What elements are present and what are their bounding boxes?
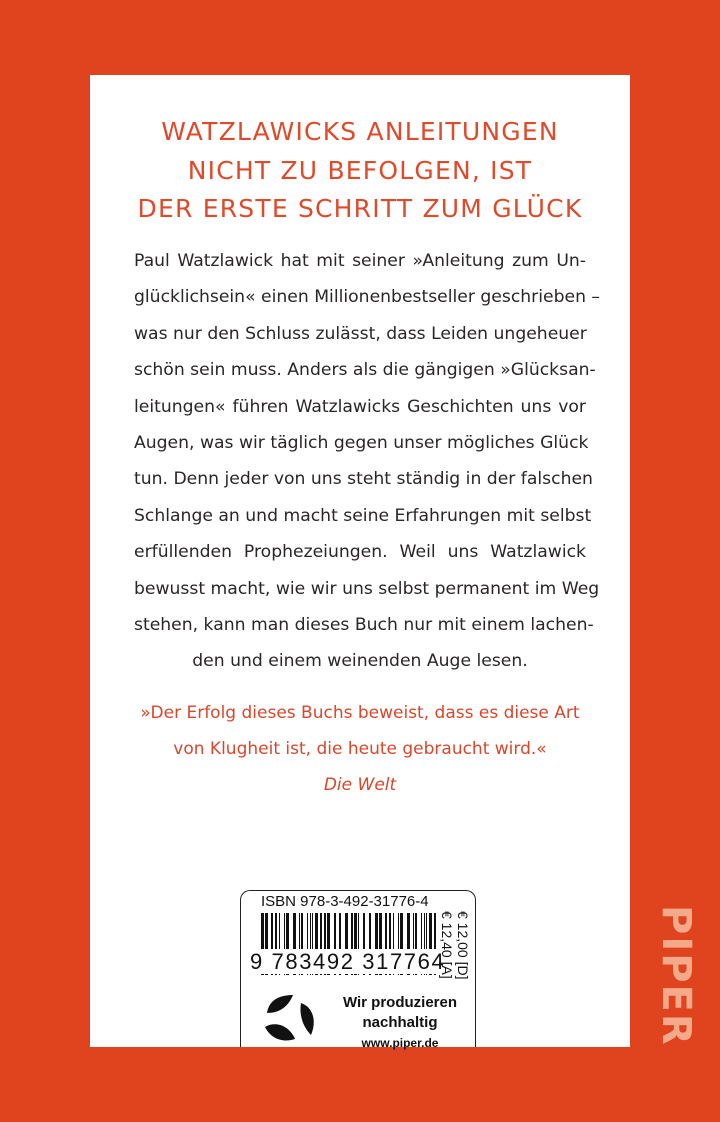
barcode-label [240,890,476,1050]
quote-line: »Der Erfolg dieses Buchs beweist, dass es diese Art [140,703,580,723]
price-block [441,911,473,983]
blurb [134,243,601,680]
blurb-line: den und einem weinenden Auge lesen. [192,651,528,672]
blurb-line: tun. Denn jeder von uns steht ständig in der falschen [134,469,593,490]
quote-source: Die Welt [323,775,397,795]
sustainability-note [325,993,475,1053]
barcode-digits-text: 9 783492 317764 [250,949,446,974]
blurb-line: stehen, kann man dieses Buch nur mit einem lachen- [134,614,594,635]
blurb-line: Augen, was wir täglich gegen unser mögliches Glück [134,432,589,453]
price-at: € 12,40 [A] [439,911,455,979]
eco-line: nachhaltig [362,1014,438,1031]
publisher-url: www.piper.de [361,1036,439,1050]
blurb-line: glücklichsein« einen Millionenbestseller geschrieben – [134,287,601,308]
headline-line: WATZLAWICKS ANLEITUNGEN [161,117,559,146]
headline-line: NICHT ZU BEFOLGEN, IST [187,155,533,185]
price-de: € 12,00 [D] [455,911,471,980]
leaf-recycle-icon [261,991,317,1045]
headline-line: DER ERSTE SCHRITT ZUM GLÜCK [137,194,583,223]
blurb-line: erfüllenden Prophezeiungen. Weil uns Watzlawick [134,542,586,563]
blurb-line: Paul Watzlawick hat mit seiner »Anleitung zum Un- [134,251,586,271]
blurb-line: bewusst macht, wie wir uns selbst permanent im Weg [134,578,600,599]
blurb-line: leitungen« führen Watzlawicks Geschichten uns vor [134,396,586,417]
quote-line: von Klugheit ist, die heute gebraucht wird.« [173,739,547,759]
barcode-digits [249,949,446,975]
headline [90,113,630,229]
blurb-line: was nur den Schluss zulässt, dass Leiden ungeheuer [134,323,587,344]
blurb-line: Schlange an und macht seine Erfahrungen mit selbst [134,505,592,526]
blurb-line: schön sein muss. Anders als die gängigen »Glücksan- [134,360,596,381]
isbn-text: ISBN 978-3-492-31776-4 [261,893,429,910]
publisher-logo: PIPER [653,905,699,1047]
eco-line: Wir produzieren [342,994,458,1011]
press-quote [120,695,600,803]
